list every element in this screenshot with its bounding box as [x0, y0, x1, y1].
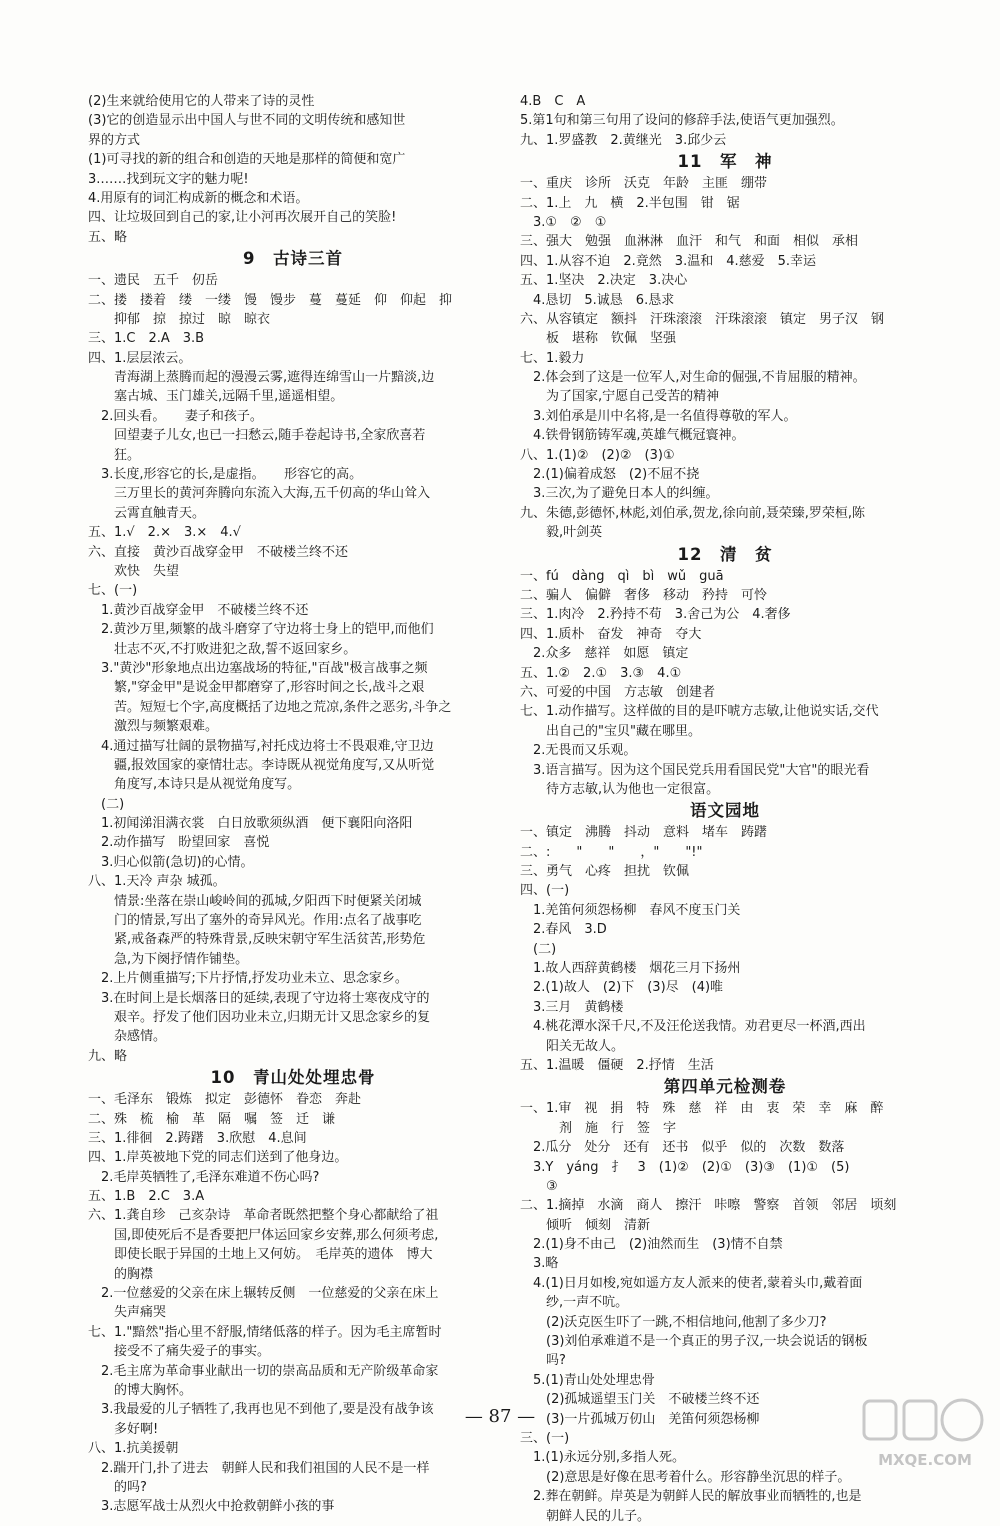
answer-line: 2.上片侧重描写;下片抒情,抒发功业未立、思念家乡。	[88, 971, 408, 987]
answer-line: 2.无畏而又乐观。	[520, 743, 637, 759]
answer-line: 3.① ② ①	[520, 214, 607, 230]
answer-line: 五、1.B 2.C 3.A	[88, 1189, 205, 1205]
watermark-url: MXQE.COM	[878, 1451, 972, 1469]
section-title-12: 12 清 贫	[677, 544, 773, 564]
answer-line: 2.动作描写 盼望回家 喜悦	[88, 835, 270, 851]
answer-line: 2.黄沙万里,频繁的战斗磨穿了守边将士身上的铠甲,而他们	[88, 622, 434, 638]
page-number: — 87 —	[464, 1406, 536, 1427]
answer-line: 5.(1)青山处处埋忠骨	[520, 1372, 655, 1388]
answer-line: 3.Y yáng 扌 3 (1)② (2)① (3)③ (1)① (5)	[520, 1159, 850, 1175]
answer-line: 九、朱德,彭德怀,林彪,刘伯承,贺龙,徐向前,聂荣臻,罗荣桓,陈	[520, 505, 866, 521]
section-title-chinese-garden: 语文园地	[690, 801, 760, 821]
answer-line: 2.(1)故人 (2)下 (3)尽 (4)唯	[520, 980, 724, 996]
answer-line: 六、从容镇定 额抖 汗珠滚滚 汗珠滚滚 镇定 男子汉 钢	[520, 311, 885, 327]
answer-line: 六、可爱的中国 方志敏 创建者	[520, 684, 716, 700]
answer-line: 的胸襟	[88, 1266, 154, 1282]
answer-line: 云霄直触青天。	[88, 505, 206, 521]
answer-line: 艰辛。抒发了他们因功业未立,归期无计又思念家乡的复	[88, 1009, 431, 1025]
answer-line: 出自己的"宝贝"藏在哪里。	[520, 723, 701, 739]
answer-line: 狂。	[88, 447, 141, 463]
answer-line: 四、1.岸英被地下党的同志们送到了他身边。	[88, 1150, 348, 1166]
answer-line: 苦。短短七个字,高度概括了边地之荒凉,条件之恶劣,斗争之	[88, 699, 452, 715]
section-title-9: 9 古诗三首	[243, 249, 343, 269]
answer-line: 3.志愿军战士从烈火中抢救朝鲜小孩的事	[88, 1499, 335, 1515]
answer-line: 三、勇气 心疼 担扰 钦佩	[520, 864, 690, 880]
answer-line: 二、1.上 九 横 2.半包围 钳 锯	[520, 195, 740, 211]
answer-line: 三、1.肉冷 2.矜持不苟 3.舍己为公 4.奢侈	[520, 607, 791, 623]
answer-line: 国,即使死后不是香要把尸体运回家乡安葬,那么何须考虑,	[88, 1227, 439, 1243]
answer-line: 二、骗人 偏僻 奢侈 移动 矜持 可怜	[520, 587, 768, 603]
answer-line: 3.在时间上是长烟落日的延续,表现了守边将士寒夜戍守的	[88, 990, 430, 1006]
answer-line: (2)生来就给使用它的人带来了诗的灵性	[88, 94, 315, 109]
answer-line: 三万里长的黄河奔腾向东流入大海,五千仞高的华山耸入	[88, 486, 431, 502]
answer-line: 五、1.② 2.① 3.③ 4.①	[520, 665, 682, 681]
answer-line: (二)	[520, 941, 557, 957]
answer-line: 多好啊!	[88, 1421, 159, 1437]
answer-line: 六、直接 黄沙百战穿金甲 不破楼兰终不还	[88, 544, 349, 560]
answer-line: 纱,一声不吭。	[520, 1295, 629, 1311]
answer-line: 2.葬在朝鲜。岸英是为朝鲜人民的解放事业而牺牲的,也是	[520, 1489, 862, 1505]
answer-line: 2.(1)身不由己 (2)油然而生 (3)情不自禁	[520, 1237, 783, 1253]
answer-line: 急,为下阕抒情作铺垫。	[88, 951, 249, 967]
answer-line: (3)它的创造显示出中国人与世不同的文明传统和感知世	[88, 113, 406, 129]
answer-line: 九、略	[88, 1048, 128, 1064]
answer-line: 4.铁骨钢筋铸军魂,英雄气概冠寰神。	[520, 428, 745, 444]
answer-line: (二)	[88, 796, 125, 812]
answer-line: 3."黄沙"形象地点出边塞战场的特征,"百战"极言战事之频	[88, 660, 428, 676]
answer-line: 4.恳切 5.诚恳 6.恳求	[520, 292, 675, 308]
answer-line: 即使长眠于异国的土地上又何妨。 毛岸英的遗体 博大	[88, 1247, 433, 1263]
answer-line: 2.毛主席为革命事业献出一切的崇高品质和无产阶级革命家	[88, 1363, 439, 1379]
answer-line: 门的情景,写出了塞外的奇异风光。作用:点名了战事吃	[88, 913, 422, 929]
answer-line: 吗?	[520, 1353, 566, 1369]
answer-line: 1.初闻涕泪满衣裳 白日放歌须纵酒 便下襄阳向洛阳	[88, 816, 413, 832]
answer-line: 2.踹开门,扑了进去 朝鲜人民和我们祖国的人民不是一样	[88, 1460, 430, 1476]
answer-line: 为了国家,宁愿自己受苦的精神	[520, 389, 720, 405]
answer-line: 的博大胸怀。	[88, 1383, 193, 1398]
answer-line: 杂感情。	[88, 1029, 167, 1045]
answer-line: ③	[520, 1178, 558, 1194]
answer-line: 一、重庆 诊所 沃克 年龄 主匪 绷带	[520, 176, 768, 192]
answer-line: (2)沃克医生吓了一跳,不相信地问,他割了多少刀?	[520, 1314, 827, 1330]
answer-line: 四、1.从容不迫 2.竟然 3.温和 4.慈爱 5.幸运	[520, 253, 817, 269]
answer-line: 疆,报效国家的豪情壮志。李诗既从视觉角度写,又从听觉	[88, 757, 435, 773]
answer-line: (2)意思是好像在思考着什么。形容静坐沉思的样子。	[520, 1469, 851, 1485]
answer-line: 三、(一)	[520, 1431, 570, 1446]
section-11-answers	[520, 174, 930, 542]
section-10-answers	[88, 1090, 498, 1517]
answer-line: 4.通过描写壮阔的景物描写,衬托戍边将士不畏艰难,守卫边	[88, 738, 434, 754]
section-title-10: 10 青山处处埋忠骨	[210, 1068, 376, 1088]
answer-line: 接受不了痛失爱子的事实。	[88, 1344, 271, 1360]
answer-line: 塞古城、玉门雄关,远隔千里,遥遥相望。	[88, 389, 344, 405]
answer-line: 青海湖上蒸腾而起的漫漫云雾,遮得连绵雪山一片黯淡,边	[88, 370, 435, 386]
answer-line: 四、1.质朴 奋发 神奇 夺大	[520, 626, 702, 642]
answer-line: 3.……找到玩文字的魅力呢!	[88, 171, 249, 187]
answer-line: 朝鲜人民的儿子。	[520, 1508, 651, 1524]
answer-line: 四、1.层层浓云。	[88, 350, 192, 366]
answer-line: 七、1.动作描写。这样做的目的是吓唬方志敏,让他说实话,交代	[520, 704, 879, 720]
answer-line: 板 堪称 钦佩 坚强	[520, 331, 677, 347]
answer-line: 界的方式	[88, 132, 141, 148]
answer-line: 二、: " " ，" "!"	[520, 844, 703, 860]
left-intro-block	[88, 92, 498, 247]
answer-line: 情景:坐落在崇山峻岭间的孤城,夕阳西下时便紧关闭城	[88, 893, 422, 909]
answer-line: 2.瓜分 处分 还有 还书 似乎 似的 次数 数落	[520, 1140, 845, 1156]
right-column	[520, 92, 930, 1526]
answer-line: 2.(1)偏着成怒 (2)不屈不挠	[520, 467, 700, 483]
answer-line: 八、1.抗美援朝	[88, 1441, 179, 1457]
answer-line: 4.桃花潭水深千尺,不及汪伦送我情。劝君更尽一杯酒,西出	[520, 1019, 866, 1035]
answer-line: 2.春风 3.D	[520, 922, 607, 938]
right-intro-block	[520, 92, 930, 150]
answer-line: 一、1.审 视 捐 特 殊 慈 祥 由 衷 荣 幸 麻 醉	[520, 1101, 884, 1117]
answer-line: 二、搂 搂着 缕 一缕 馒 馒步 蔓 蔓延 仰 仰起 抑	[88, 292, 453, 308]
answer-line: 抑郁 掠 掠过 晾 晾衣	[88, 311, 271, 327]
answer-line: 四、让垃圾回到自己的家,让小河再次展开自己的笑脸!	[88, 210, 397, 226]
answer-line: 角度写,本诗只是从视觉角度写。	[88, 777, 301, 793]
answer-line: 一、fú dàng qì bì wǔ guā	[520, 568, 724, 584]
answer-line: (3)刘伯承难道不是一个真正的男子汉,一块会说话的钢板	[520, 1334, 868, 1350]
answer-line: 1.故人西辞黄鹤楼 烟花三月下扬州	[520, 961, 741, 977]
answer-line: 七、1."黯然"指心里不舒服,情绪低落的样子。因为毛主席暂时	[88, 1324, 442, 1340]
answer-line: 的吗?	[88, 1479, 147, 1495]
answer-line: 回望妻子儿女,也已一扫愁云,随手卷起诗书,全家欣喜若	[88, 428, 426, 444]
answer-line: 三、1.徘徊 2.踌躇 3.欣慰 4.息间	[88, 1130, 307, 1146]
answer-line: 五、1.√ 2.× 3.× 4.√	[88, 525, 241, 541]
answer-line: 倾听 倾刻 清新	[520, 1217, 651, 1233]
chinese-garden-answers	[520, 823, 930, 1075]
answer-line: 七、(一)	[88, 583, 138, 599]
answer-line: 阳关无故人。	[520, 1038, 625, 1054]
answer-line: 一、毛泽东 锻炼 拟定 彭德怀 眷恋 奔赴	[88, 1092, 362, 1108]
answer-line: 3.三月 黄鹤楼	[520, 999, 624, 1015]
answer-line: 3.略	[520, 1256, 559, 1272]
answer-line: 4.用原有的词汇构成新的概念和术语。	[88, 190, 309, 206]
left-column	[88, 92, 498, 1517]
answer-line: 二、1.摘掉 水滴 商人 擦汗 咔嚓 警察 首领 邻居 顷刻	[520, 1198, 897, 1214]
answer-line: 九、1.罗盛教 2.黄继光 3.邱少云	[520, 132, 727, 148]
answer-line: 失声痛哭	[88, 1305, 167, 1321]
answer-line: 4.B C A	[520, 94, 586, 109]
answer-line: 3.三次,为了避免日本人的纠缠。	[520, 486, 719, 502]
answer-line: 2.体会到了这是一位军人,对生命的倔强,不肯屈服的精神。	[520, 370, 866, 386]
answer-line: 七、1.毅力	[520, 350, 585, 366]
answer-line: 3.长度,形容它的长,是虚指。 形容它的高。	[88, 467, 363, 483]
section-title-11: 11 军 神	[677, 152, 773, 172]
answer-line: 1.(1)永远分别,多指人死。	[520, 1450, 685, 1466]
answer-line: 繁,"穿金甲"是说金甲都磨穿了,形容时间之长,战斗之艰	[88, 680, 425, 696]
answer-line: 五、1.温暖 僵硬 2.抒情 生活	[520, 1057, 714, 1073]
answer-line: 一、遗民 五千 仞岳	[88, 273, 219, 289]
answer-line: 二、殊 梳 榆 革 隔 嘱 签 迁 谦	[88, 1111, 336, 1127]
answer-line: 紧,戒备森严的特殊背景,反映宋朝守军生活贫苦,形势危	[88, 932, 426, 948]
answer-line: 三、1.C 2.A 3.B	[88, 331, 205, 347]
answer-line: 4.(1)日月如梭,宛如遥方友人派来的使者,蒙着头巾,戴着面	[520, 1275, 863, 1291]
answer-line: 3.刘伯承是川中名将,是一名值得尊敬的军人。	[520, 408, 797, 424]
answer-line: (2)孤城遥望玉门关 不破楼兰终不还	[520, 1392, 760, 1408]
answer-line: 三、强大 勉强 血淋淋 血汗 和气 和面 相似 承相	[520, 234, 859, 250]
section-title-unit-4-test: 第四单元检测卷	[663, 1077, 787, 1097]
answer-line: 5.第1句和第三句用了设问的修辞手法,使语气更加强烈。	[520, 113, 844, 129]
answer-line: 3.我最爱的儿子牺牲了,我再也见不到他了,要是没有战争该	[88, 1402, 434, 1418]
answer-line: 一、镇定 沸腾 抖动 意料 堵车 踌躇	[520, 825, 768, 841]
answer-line: 八、1.(1)② (2)② (3)①	[520, 447, 675, 463]
answer-line: 毅,叶剑英	[520, 525, 603, 541]
answer-line: 欢快 失望	[88, 563, 180, 579]
answer-line: 待方志敏,认为他也一定很富。	[520, 781, 720, 797]
answer-line: 3.归心似箭(急切)的心情。	[88, 854, 254, 870]
answer-line: 剂 施 行 签 字	[520, 1120, 677, 1136]
answer-line: 2.回头看。 妻子和孩子。	[88, 408, 263, 424]
answer-line: 2.毛岸英牺牲了,毛泽东难道不伤心吗?	[88, 1169, 320, 1185]
answer-line: 四、(一)	[520, 883, 570, 899]
answer-line: 五、1.坚决 2.决定 3.决心	[520, 273, 688, 289]
watermark-logo-icon	[860, 1395, 990, 1475]
answer-line: (3)一片孤城万仞山 羌笛何须怨杨柳	[520, 1411, 760, 1427]
answer-line: 1.羌笛何须怨杨柳 春风不度玉门关	[520, 902, 741, 918]
answer-line: 1.黄沙百战穿金甲 不破楼兰终不还	[88, 602, 309, 618]
section-12-answers	[520, 567, 930, 800]
answer-line: 激烈与频繁艰难。	[88, 719, 219, 735]
answer-line: 五、略	[88, 229, 128, 245]
answer-line: 壮志不灭,不打败进犯之敌,誓不返回家乡。	[88, 641, 357, 657]
answer-line: 2.一位慈爱的父亲在床上辗转反侧 一位慈爱的父亲在床上	[88, 1286, 439, 1302]
answer-line: 六、1.龚自珍 己亥杂诗 革命者既然把整个身心都献给了祖	[88, 1208, 439, 1224]
answer-line: 八、1.天冷 声杂 城孤。	[88, 874, 226, 890]
answer-line: 3.语言描写。因为这个国民党兵用看国民党"大官"的眼光看	[520, 762, 870, 778]
section-9-answers	[88, 271, 498, 1066]
answer-line: 2.众多 慈祥 如愿 镇定	[520, 646, 689, 662]
answer-line: (1)可寻找的新的组合和创造的天地是那样的简便和宽广	[88, 152, 406, 168]
